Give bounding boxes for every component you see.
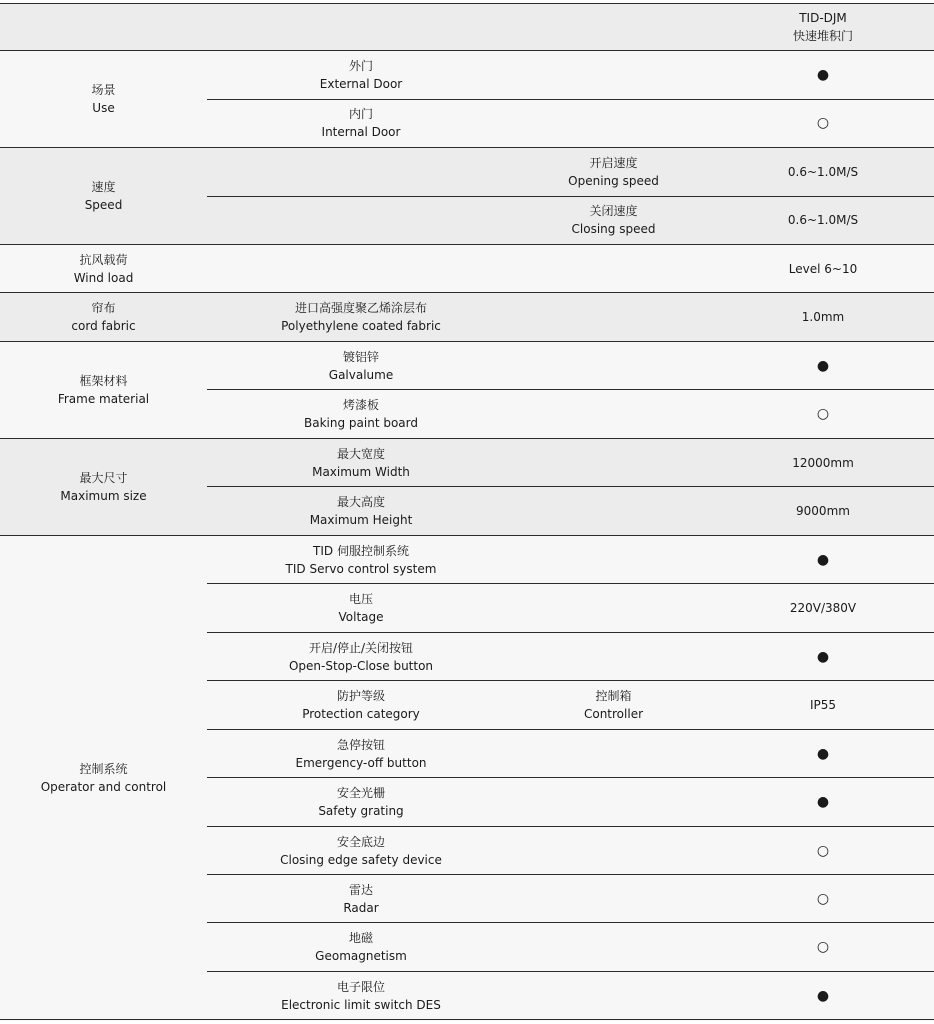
voltage-label	[207, 584, 515, 632]
fabric-type-cn: 进口高强度聚乙烯涂层布	[294, 301, 427, 315]
emergency-en: Emergency-off button	[295, 755, 427, 770]
protection-label	[207, 681, 515, 729]
radar-value	[712, 875, 934, 922]
emergency-label	[207, 730, 515, 777]
wind-load-label	[0, 245, 207, 292]
closing-speed-text: 0.6~1.0M/S	[787, 213, 859, 227]
max-size-label	[0, 439, 207, 535]
protection-text: IP55	[809, 698, 837, 712]
product-name: 快速堆积门	[792, 29, 853, 43]
standard-mark: ●	[816, 67, 830, 83]
geomagnetism-cn: 地磁	[348, 931, 373, 945]
wind-load-text: Level 6~10	[788, 261, 858, 276]
limit-switch-en: Electronic limit switch DES	[281, 997, 441, 1012]
max-width-value	[712, 439, 934, 486]
model-code: TID-DJM	[799, 11, 847, 25]
wind-load-en: Wind load	[73, 270, 134, 285]
external-door-value	[712, 51, 934, 99]
controller-label	[515, 681, 712, 729]
servo-en: TID Servo control system	[285, 561, 437, 576]
limit-switch-label	[207, 972, 515, 1019]
wind-load-cn: 抗风载荷	[79, 252, 128, 267]
standard-mark: ●	[816, 648, 830, 665]
wind-load-value	[712, 245, 934, 292]
geomagnetism-en: Geomagnetism	[315, 949, 407, 963]
standard-mark: ●	[816, 987, 830, 1004]
model-header	[712, 4, 934, 50]
max-width-label	[207, 439, 515, 486]
baking-board-label	[207, 390, 515, 438]
frame-material-label	[0, 342, 207, 438]
galvalume-label	[207, 342, 515, 389]
open-stop-close-label	[207, 633, 515, 680]
control-system-en: Operator and control	[40, 779, 167, 794]
baking-board-en: Baking paint board	[304, 416, 418, 430]
safety-grating-en: Safety grating	[318, 804, 404, 818]
max-height-en: Maximum Height	[309, 513, 413, 527]
internal-door-value	[712, 99, 934, 147]
closing-speed-en: Closing speed	[571, 222, 656, 236]
limit-switch-value	[712, 972, 934, 1019]
protection-en: Protection category	[302, 707, 420, 721]
closing-speed-label	[515, 196, 712, 244]
limit-switch-cn: 电子限位	[336, 979, 385, 994]
closing-edge-en: Closing edge safety device	[280, 852, 442, 867]
closing-speed-value	[712, 196, 934, 244]
open-stop-close-value	[712, 633, 934, 680]
control-system-label	[0, 536, 207, 1019]
standard-mark: ●	[816, 745, 830, 762]
radar-en: Radar	[343, 900, 379, 915]
voltage-cn: 电压	[348, 592, 373, 606]
max-size-cn: 最大尺寸	[79, 471, 128, 485]
controller-en: Controller	[583, 707, 644, 721]
closing-edge-value	[712, 827, 934, 874]
geomagnetism-value	[712, 923, 934, 971]
fabric-type-label	[207, 293, 515, 341]
opening-speed-text: 0.6~1.0M/S	[787, 165, 859, 179]
optional-mark: ○	[816, 890, 830, 907]
opening-speed-label	[515, 148, 712, 196]
safety-grating-value	[712, 778, 934, 826]
galvalume-en: Galvalume	[328, 367, 394, 382]
cord-fabric-value	[712, 293, 934, 341]
use-label	[0, 51, 207, 147]
speed-label	[0, 148, 207, 244]
standard-mark: ●	[816, 551, 830, 568]
cord-fabric-cn: 帘布	[91, 301, 116, 315]
safety-grating-cn: 安全光栅	[336, 786, 385, 800]
baking-board-cn: 烤漆板	[342, 398, 379, 412]
radar-cn: 雷达	[348, 882, 373, 897]
servo-label	[207, 536, 515, 583]
standard-mark: ●	[816, 357, 830, 374]
table-bottom-rule	[0, 1019, 934, 1020]
opening-speed-cn: 开启速度	[589, 156, 638, 170]
closing-edge-label	[207, 827, 515, 874]
optional-mark: ○	[816, 115, 830, 131]
geomagnetism-label	[207, 923, 515, 971]
servo-cn: TID 伺服控制系统	[313, 543, 409, 558]
closing-edge-cn: 安全底边	[336, 834, 385, 849]
speed-label-cn: 速度	[91, 180, 116, 194]
external-door-en: External Door	[319, 77, 403, 91]
galvalume-cn: 镀铝锌	[342, 349, 379, 364]
controller-cn: 控制箱	[595, 689, 632, 703]
external-door-label	[207, 51, 515, 99]
control-system-cn: 控制系统	[79, 761, 128, 776]
voltage-text: 220V/380V	[789, 601, 857, 615]
max-height-cn: 最大高度	[336, 495, 385, 509]
safety-grating-label	[207, 778, 515, 826]
use-label-cn: 场景	[91, 83, 116, 97]
baking-board-value	[712, 390, 934, 438]
open-stop-close-cn: 开启/停止/关闭按钮	[308, 640, 414, 655]
max-size-en: Maximum size	[60, 489, 147, 503]
use-label-en: Use	[92, 101, 115, 115]
max-width-cn: 最大宽度	[336, 446, 385, 461]
speed-label-en: Speed	[84, 198, 123, 212]
emergency-value	[712, 730, 934, 777]
servo-value	[712, 536, 934, 583]
internal-door-cn: 内门	[348, 107, 373, 121]
cord-fabric-label	[0, 293, 207, 341]
standard-mark: ●	[816, 794, 830, 810]
optional-mark: ○	[816, 842, 830, 859]
opening-speed-value	[712, 148, 934, 196]
frame-material-en: Frame material	[57, 392, 150, 406]
frame-material-cn: 框架材料	[79, 374, 128, 388]
fabric-type-en: Polyethylene coated fabric	[281, 319, 441, 333]
cord-fabric-text: 1.0mm	[801, 310, 845, 324]
radar-label	[207, 875, 515, 922]
max-width-en: Maximum Width	[312, 464, 410, 479]
emergency-cn: 急停按钮	[336, 737, 385, 752]
protection-value	[712, 681, 934, 729]
protection-cn: 防护等级	[336, 689, 385, 703]
internal-door-label	[207, 99, 515, 147]
closing-speed-cn: 关闭速度	[589, 204, 638, 218]
max-height-label	[207, 487, 515, 535]
optional-mark: ○	[816, 406, 830, 422]
max-width-text: 12000mm	[792, 455, 854, 470]
voltage-en: Voltage	[338, 610, 384, 624]
cord-fabric-en: cord fabric	[71, 319, 136, 333]
opening-speed-en: Opening speed	[568, 174, 659, 188]
external-door-cn: 外门	[348, 59, 373, 73]
open-stop-close-en: Open-Stop-Close button	[288, 658, 434, 673]
internal-door-en: Internal Door	[321, 125, 401, 139]
max-height-value	[712, 487, 934, 535]
galvalume-value	[712, 342, 934, 389]
optional-mark: ○	[816, 939, 830, 955]
max-height-text: 9000mm	[796, 504, 850, 518]
voltage-value	[712, 584, 934, 632]
